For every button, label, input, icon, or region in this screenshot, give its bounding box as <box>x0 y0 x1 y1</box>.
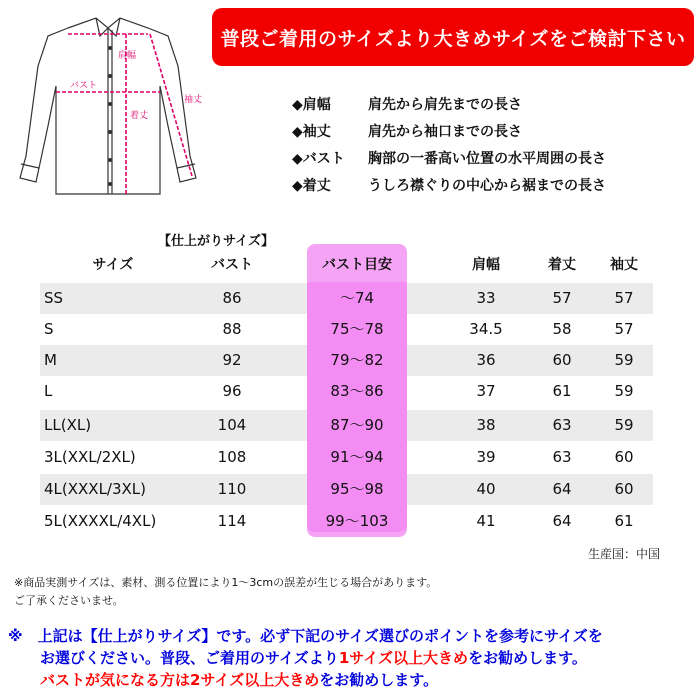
cell-length: 64 <box>552 480 572 498</box>
cell-bust: 86 <box>222 289 242 307</box>
cell-bust-guide: 87～90 <box>330 416 384 434</box>
cell-size: 4L(XXXL/3XL) <box>44 480 147 498</box>
cell-bust: 96 <box>222 382 242 400</box>
shirt-diagram <box>8 6 220 202</box>
header-bust-guide: バスト目安 <box>322 257 392 273</box>
header-sleeve: 袖丈 <box>610 257 638 273</box>
header-bust: バスト <box>211 257 253 273</box>
cell-length: 57 <box>552 289 572 307</box>
cell-shoulder: 41 <box>476 512 496 530</box>
cell-bust-guide: 95～98 <box>330 480 384 498</box>
cell-sleeve: 57 <box>614 320 634 338</box>
cell-sleeve: 57 <box>614 289 634 307</box>
cell-sleeve: 59 <box>614 351 634 369</box>
cell-size: SS <box>44 289 64 307</box>
size-advice-banner: 普段ご着用のサイズより大きめサイズをご検討下さい <box>212 8 694 66</box>
cell-shoulder: 33 <box>476 289 496 307</box>
cell-length: 64 <box>552 512 572 530</box>
measurement-definitions <box>292 92 606 200</box>
cell-length: 63 <box>552 416 572 434</box>
cell-length: 61 <box>552 382 572 400</box>
definition-row: ◆袖丈 肩先から袖口までの長さ <box>292 124 522 140</box>
cell-sleeve: 59 <box>614 416 634 434</box>
label-shoulder: 肩幅 <box>118 51 137 61</box>
cell-sleeve: 60 <box>614 448 634 466</box>
definition-row: ◆バスト 胸部の一番高い位置の水平周囲の長さ <box>292 151 606 167</box>
cell-bust-guide: 79～82 <box>330 351 384 369</box>
cell-bust: 108 <box>217 448 247 466</box>
cell-length: 60 <box>552 351 572 369</box>
cell-bust-guide: 91～94 <box>330 448 384 466</box>
cell-bust: 88 <box>222 320 242 338</box>
cell-bust-guide: 75～78 <box>330 320 384 338</box>
cell-shoulder: 37 <box>476 382 496 400</box>
cell-bust: 92 <box>222 351 242 369</box>
cell-shoulder: 36 <box>476 351 496 369</box>
cell-bust-guide: 83～86 <box>330 382 384 400</box>
cell-size: 5L(XXXXL/4XL) <box>44 512 157 530</box>
cell-length: 58 <box>552 320 572 338</box>
cell-size: S <box>44 320 54 338</box>
cell-size: LL(XL) <box>44 416 92 434</box>
cell-bust-guide: ～74 <box>339 289 375 307</box>
cell-sleeve: 60 <box>614 480 634 498</box>
definition-row: ◆肩幅 肩先から肩先までの長さ <box>292 97 522 113</box>
cell-size: 3L(XXL/2XL) <box>44 448 136 466</box>
table-title: 【仕上がりサイズ】 <box>158 234 274 249</box>
country-of-origin: 生産国：中国 <box>588 547 661 561</box>
header-length: 着丈 <box>548 257 576 273</box>
cell-shoulder: 39 <box>476 448 496 466</box>
cell-size: L <box>44 382 53 400</box>
cell-length: 63 <box>552 448 572 466</box>
header-size: サイズ <box>92 257 134 273</box>
label-length: 着丈 <box>130 111 149 121</box>
definition-row: ◆着丈 うしろ襟ぐりの中心から裾までの長さ <box>292 178 606 194</box>
cell-shoulder: 38 <box>476 416 496 434</box>
cell-bust-guide: 99～103 <box>325 512 389 530</box>
cell-size: M <box>44 351 57 369</box>
cell-bust: 110 <box>217 480 247 498</box>
measurement-note: ※商品実測サイズは、素材、測る位置により1～3cmの誤差が生じる場合があります。 ご了承くださいませ。 <box>14 576 438 607</box>
label-sleeve: 袖丈 <box>184 95 203 105</box>
cell-shoulder: 34.5 <box>469 320 503 338</box>
cell-bust: 104 <box>217 416 247 434</box>
shirt-illustration <box>8 6 220 202</box>
header-shoulder: 肩幅 <box>472 257 500 273</box>
size-selection-advice: ※ 上記は【仕上がりサイズ】です。必ず下記のサイズ選びのポイントを参考にサイズを お選びください。普段、ご着用のサイズより1サイズ以上大きめをお勧めします。 バストが気になる方は2サイズ以上大きめをお勧めします。 <box>8 627 603 689</box>
cell-sleeve: 61 <box>614 512 634 530</box>
cell-sleeve: 59 <box>614 382 634 400</box>
cell-bust: 114 <box>217 512 247 530</box>
cell-shoulder: 40 <box>476 480 496 498</box>
label-bust: バスト <box>70 81 98 91</box>
